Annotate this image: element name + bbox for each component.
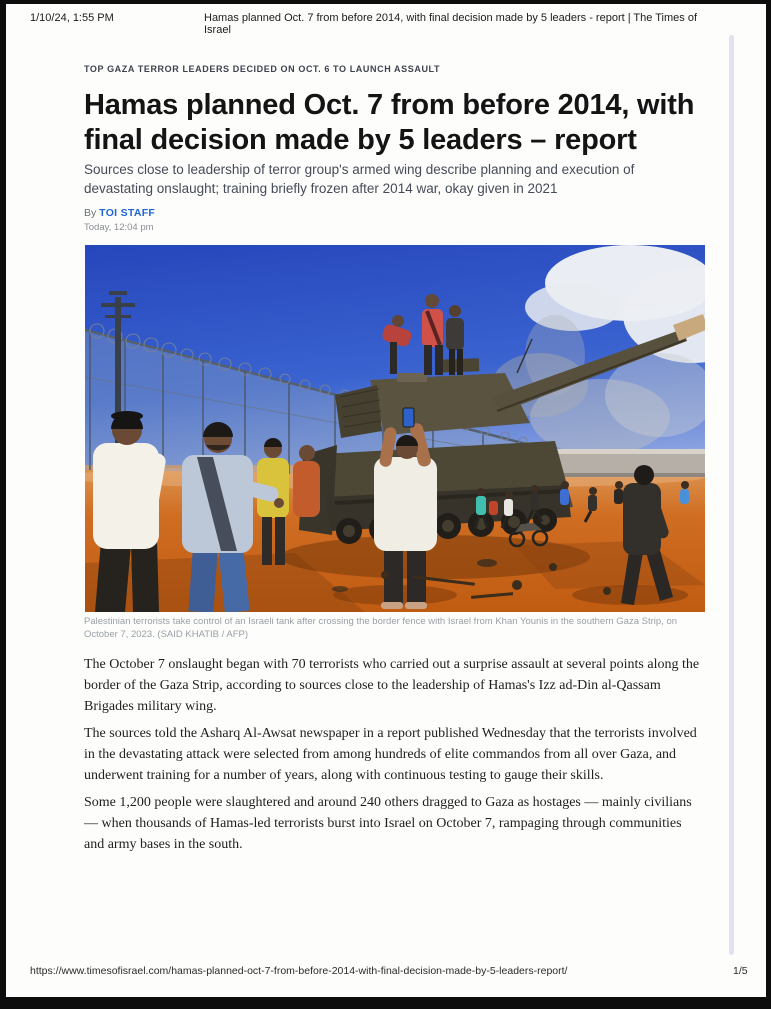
paper-background <box>6 4 766 997</box>
article-photo <box>85 245 705 612</box>
article-dateline: Today, 12:04 pm <box>84 222 154 233</box>
print-header-datetime: 1/10/24, 1:55 PM <box>30 12 114 24</box>
article-body <box>84 654 704 861</box>
article-subhead: Sources close to leadership of terror group's armed wing describe planning and execution of devastating onslaught; training briefly frozen after 2014 war, okay given in 2021 <box>84 162 635 196</box>
print-footer-url: https://www.timesofisrael.com/hamas-planned-oct-7-from-before-2014-with-final-decision-made-by-5-leaders-report/ <box>30 965 568 977</box>
byline-prefix: By <box>84 207 100 219</box>
scan-scrollbar-artifact <box>729 35 734 955</box>
paragraph-3: Some 1,200 people were slaughtered and around 240 others dragged to Gaza as hostages — mainly civilians — when thousands of Hamas-led terrorists burst into Israel on October 7, rampaging through communities and army bases in the south. <box>84 795 692 852</box>
print-header-title: Hamas planned Oct. 7 from before 2014, with final decision made by 5 leaders - report | The Times of Israel <box>204 12 698 36</box>
byline-author: TOI STAFF <box>99 207 156 219</box>
article-headline: Hamas planned Oct. 7 from before 2014, with final decision made by 5 leaders – report <box>84 89 695 156</box>
paragraph-1: The October 7 onslaught began with 70 terrorists who carried out a surprise assault at several points along the border of the Gaza Strip, according to sources close to the leadership of Hamas's Izz ad-Din al-Qassam Brigades military wing. <box>84 657 700 714</box>
print-footer-page-number: 1/5 <box>733 965 748 977</box>
article-kicker: TOP GAZA TERROR LEADERS DECIDED ON OCT. 6 TO LAUNCH ASSAULT <box>84 64 441 74</box>
photo-caption: Palestinian terrorists take control of an Israeli tank after crossing the border fence with Israel from Khan Younis in the southern Gaza Strip, on October 7, 2023. (SAID KHATIB / AFP) <box>84 616 678 640</box>
paragraph-2: The sources told the Asharq Al-Awsat newspaper in a report published Wednesday that the terrorists involved in the devastating attack were selected from among hundreds of elite commandos from all over Gaza, and underwent training for a number of years, along with continuous testing to gauge their skills. <box>84 726 697 783</box>
photo-illustration-tank-scene <box>85 245 705 612</box>
article-byline <box>84 207 704 219</box>
